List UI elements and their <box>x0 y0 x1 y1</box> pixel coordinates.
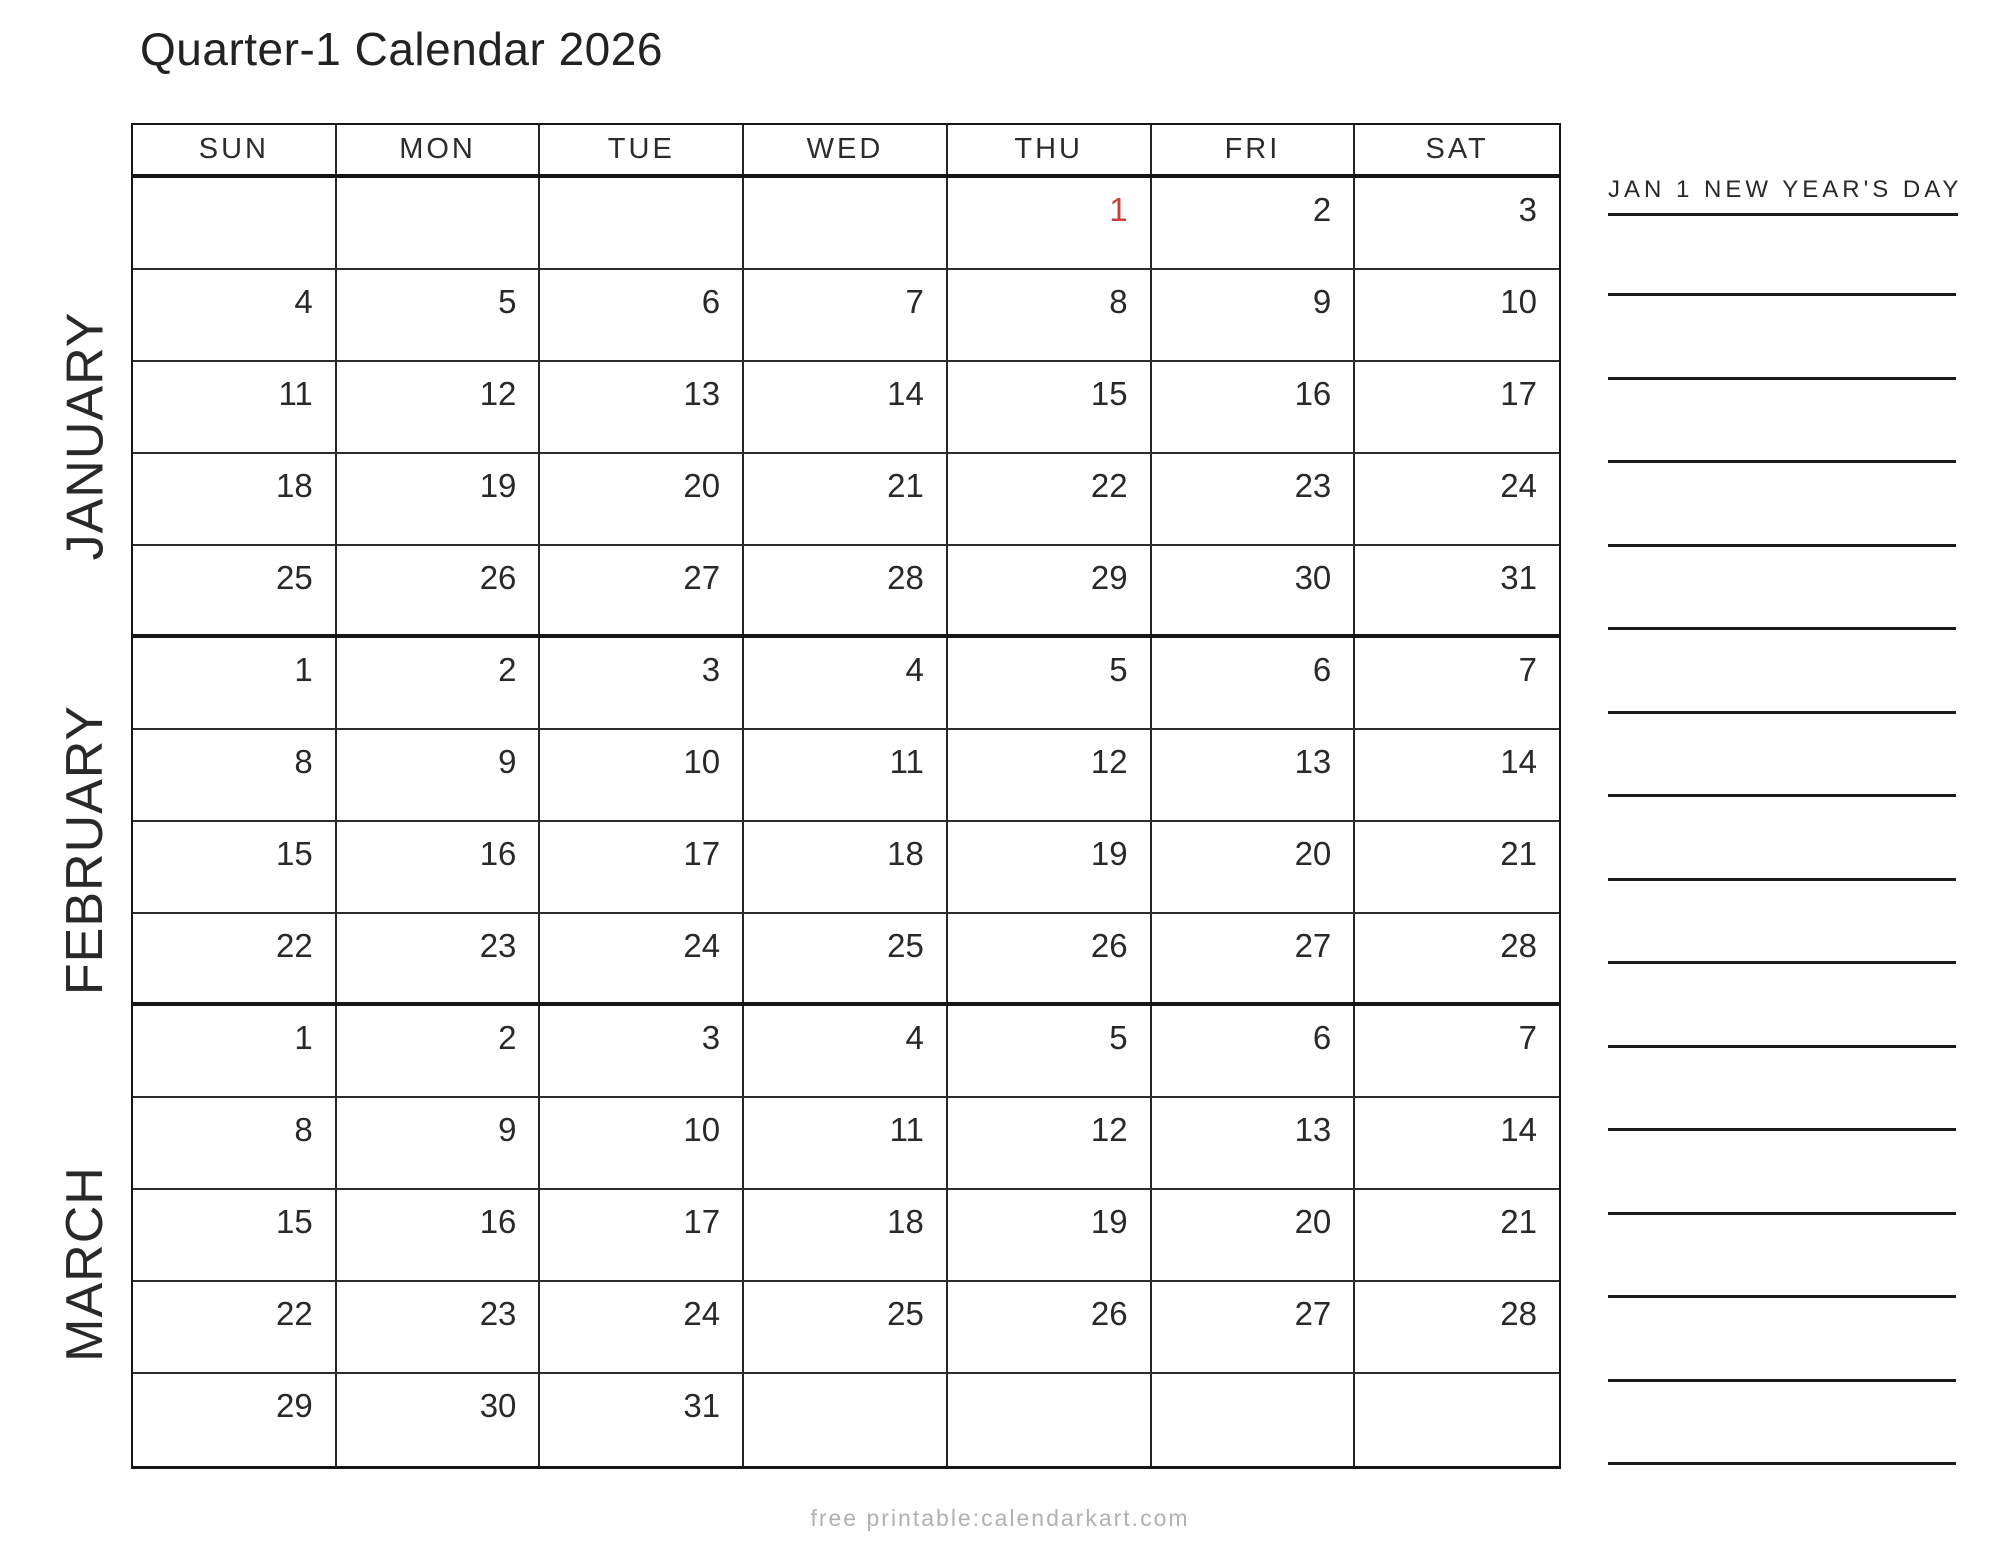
february-week-1 <box>133 638 1559 730</box>
day-cell-february-21: 21 <box>1500 835 1537 872</box>
day-cell-february-6: 6 <box>1152 638 1356 728</box>
day-cell-march-21: 21 <box>1500 1203 1537 1240</box>
day-cell-february-4: 4 <box>744 638 948 728</box>
day-header-thu: THU <box>948 125 1152 174</box>
day-cell-february-11: 11 <box>744 730 948 820</box>
day-header-sat: SAT <box>1425 133 1489 165</box>
day-cell-march-20: 20 <box>1152 1190 1356 1280</box>
day-cell-march-22: 22 <box>133 1282 337 1372</box>
day-cell-january-17: 17 <box>1500 375 1537 412</box>
day-cell-february-14: 14 <box>1500 743 1537 780</box>
month-label-text: MARCH <box>56 1166 115 1362</box>
day-cell-march-6: 6 <box>1152 1006 1356 1096</box>
day-cell-february-23: 23 <box>337 914 541 1002</box>
month-label-text: FEBRUARY <box>56 704 114 996</box>
day-cell-january-31: 31 <box>1500 559 1537 596</box>
day-cell-march-11: 11 <box>744 1098 948 1188</box>
march-week-1 <box>133 1006 1559 1098</box>
march-week-4 <box>133 1282 1559 1374</box>
january-week-2 <box>133 270 1559 362</box>
day-cell-january-14: 14 <box>744 362 948 452</box>
day-cell-january-10: 10 <box>1500 283 1537 320</box>
day-cell-march-5: 5 <box>948 1006 1152 1096</box>
day-cell-february-13: 13 <box>1152 730 1356 820</box>
calendar-grid <box>131 123 1561 1469</box>
day-cell-january-25: 25 <box>133 546 337 634</box>
day-cell-january-6: 6 <box>540 270 744 360</box>
day-cell-march-3: 3 <box>540 1006 744 1096</box>
note-line <box>1608 627 1956 630</box>
march-week-5 <box>133 1374 1559 1466</box>
day-cell-march-19: 19 <box>948 1190 1152 1280</box>
day-cell-february-5: 5 <box>948 638 1152 728</box>
day-cell-march-12: 12 <box>948 1098 1152 1188</box>
day-cell-january-7: 7 <box>744 270 948 360</box>
day-cell-march-15: 15 <box>133 1190 337 1280</box>
february-week-4 <box>133 914 1559 1006</box>
note-line <box>1608 794 1956 797</box>
day-cell-february-20: 20 <box>1152 822 1356 912</box>
note-line <box>1608 878 1956 881</box>
day-cell-february-26: 26 <box>948 914 1152 1002</box>
day-cell-february-1: 1 <box>133 638 337 728</box>
day-cell-january-12: 12 <box>337 362 541 452</box>
day-cell-january-22: 22 <box>948 454 1152 544</box>
day-cell-march-23: 23 <box>337 1282 541 1372</box>
empty-day-cell <box>1355 1374 1559 1466</box>
march-week-3 <box>133 1190 1559 1282</box>
note-line <box>1608 961 1956 964</box>
empty-day-cell <box>133 178 337 268</box>
empty-day-cell <box>948 1374 1152 1466</box>
day-cell-march-8: 8 <box>133 1098 337 1188</box>
day-cell-january-5: 5 <box>337 270 541 360</box>
empty-day-cell <box>744 178 948 268</box>
note-line <box>1608 1379 1956 1382</box>
day-cell-february-27: 27 <box>1152 914 1356 1002</box>
day-cell-february-12: 12 <box>948 730 1152 820</box>
note-line <box>1608 544 1956 547</box>
day-cell-february-18: 18 <box>744 822 948 912</box>
day-cell-february-28: 28 <box>1500 927 1537 964</box>
day-cell-january-23: 23 <box>1152 454 1356 544</box>
day-cell-march-17: 17 <box>540 1190 744 1280</box>
month-label-text: JANUARY <box>56 311 114 561</box>
day-cell-february-2: 2 <box>337 638 541 728</box>
note-line <box>1608 711 1956 714</box>
day-cell-february-7: 7 <box>1518 651 1537 688</box>
page-title: Quarter-1 Calendar 2026 <box>140 23 663 75</box>
day-cell-february-8: 8 <box>133 730 337 820</box>
day-cell-january-18: 18 <box>133 454 337 544</box>
note-line <box>1608 1212 1956 1215</box>
day-header-sun: SUN <box>133 125 337 174</box>
note-line <box>1608 460 1956 463</box>
january-week-1 <box>133 178 1559 270</box>
day-header-wed: WED <box>744 125 948 174</box>
day-cell-january-1: 1 <box>948 178 1152 268</box>
day-cell-february-3: 3 <box>540 638 744 728</box>
note-line <box>1608 1295 1956 1298</box>
footer-credit: free printable:calendarkart.com <box>810 1505 1190 1531</box>
day-cell-february-25: 25 <box>744 914 948 1002</box>
day-cell-march-27: 27 <box>1152 1282 1356 1372</box>
day-cell-march-30: 30 <box>337 1374 541 1466</box>
day-cell-january-26: 26 <box>337 546 541 634</box>
note-line <box>1608 1045 1956 1048</box>
day-cell-february-16: 16 <box>337 822 541 912</box>
day-cell-march-9: 9 <box>337 1098 541 1188</box>
march-week-2 <box>133 1098 1559 1190</box>
day-cell-march-7: 7 <box>1518 1019 1537 1056</box>
day-cell-january-11: 11 <box>133 362 337 452</box>
day-cell-january-28: 28 <box>744 546 948 634</box>
empty-day-cell <box>337 178 541 268</box>
day-cell-january-27: 27 <box>540 546 744 634</box>
day-cell-january-8: 8 <box>948 270 1152 360</box>
day-cell-march-16: 16 <box>337 1190 541 1280</box>
day-cell-january-24: 24 <box>1500 467 1537 504</box>
day-cell-january-3: 3 <box>1518 191 1537 228</box>
day-header-fri: FRI <box>1152 125 1356 174</box>
february-week-3 <box>133 822 1559 914</box>
day-cell-january-16: 16 <box>1152 362 1356 452</box>
day-cell-january-4: 4 <box>133 270 337 360</box>
day-cell-january-13: 13 <box>540 362 744 452</box>
january-week-4 <box>133 454 1559 546</box>
january-week-5 <box>133 546 1559 638</box>
day-cell-march-4: 4 <box>744 1006 948 1096</box>
day-cell-january-30: 30 <box>1152 546 1356 634</box>
holiday-note: JAN 1 NEW YEAR'S DAY <box>1608 176 1958 216</box>
note-line <box>1608 1128 1956 1131</box>
day-cell-march-26: 26 <box>948 1282 1152 1372</box>
day-cell-january-21: 21 <box>744 454 948 544</box>
day-cell-february-10: 10 <box>540 730 744 820</box>
day-cell-january-15: 15 <box>948 362 1152 452</box>
day-cell-march-24: 24 <box>540 1282 744 1372</box>
day-cell-january-29: 29 <box>948 546 1152 634</box>
day-header-tue: TUE <box>540 125 744 174</box>
day-cell-february-24: 24 <box>540 914 744 1002</box>
february-week-2 <box>133 730 1559 822</box>
note-line <box>1608 1462 1956 1465</box>
note-line <box>1608 293 1956 296</box>
day-header-mon: MON <box>337 125 541 174</box>
day-cell-march-1: 1 <box>133 1006 337 1096</box>
empty-day-cell <box>540 178 744 268</box>
day-cell-march-13: 13 <box>1152 1098 1356 1188</box>
day-cell-february-17: 17 <box>540 822 744 912</box>
day-cell-march-25: 25 <box>744 1282 948 1372</box>
empty-day-cell <box>1152 1374 1356 1466</box>
weekday-header-row <box>133 125 1559 178</box>
day-cell-january-9: 9 <box>1152 270 1356 360</box>
note-line <box>1608 377 1956 380</box>
day-cell-february-9: 9 <box>337 730 541 820</box>
day-cell-january-20: 20 <box>540 454 744 544</box>
day-cell-march-29: 29 <box>133 1374 337 1466</box>
day-cell-march-2: 2 <box>337 1006 541 1096</box>
day-cell-february-22: 22 <box>133 914 337 1002</box>
weeks-container <box>133 178 1559 1466</box>
day-cell-march-31: 31 <box>540 1374 744 1466</box>
day-cell-january-2: 2 <box>1152 178 1356 268</box>
empty-day-cell <box>744 1374 948 1466</box>
january-week-3 <box>133 362 1559 454</box>
day-cell-march-18: 18 <box>744 1190 948 1280</box>
day-cell-march-10: 10 <box>540 1098 744 1188</box>
day-cell-february-19: 19 <box>948 822 1152 912</box>
day-cell-march-14: 14 <box>1500 1111 1537 1148</box>
day-cell-february-15: 15 <box>133 822 337 912</box>
day-cell-march-28: 28 <box>1500 1295 1537 1332</box>
day-cell-january-19: 19 <box>337 454 541 544</box>
